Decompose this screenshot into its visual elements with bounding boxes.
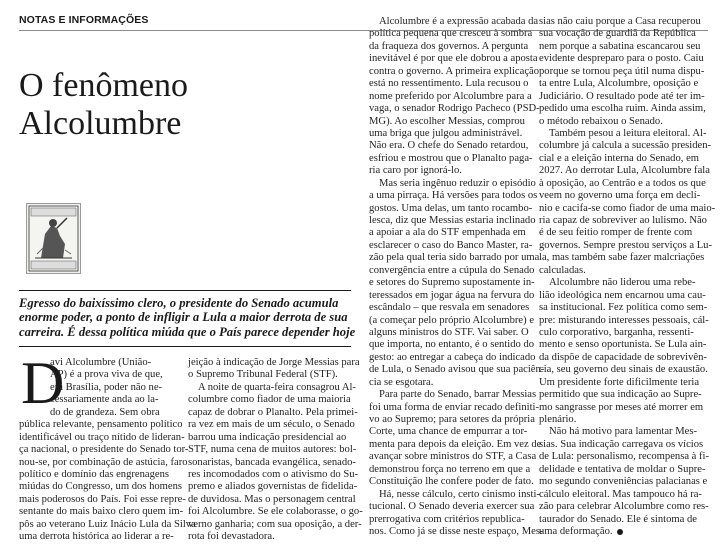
text-line: avançar sobre ministros do STF, a Casa [369,451,537,463]
text-line: veem no governo uma força em declí- [539,190,701,202]
text-line: columbre como fiador de uma maioria [188,394,351,406]
text-line: taurador do Senado. Ele é sintoma de [539,513,697,525]
text-line: escândalo – que resvala em senadores [369,302,530,314]
text-line: sentante do mais baixo clero quem im- [19,506,184,518]
text-line: identificável ou traço nítido de lideran- [19,431,185,443]
text-line: o Supremo Tribunal Federal (STF). [188,369,338,381]
text-line: cia, seu governo deu sinais de exaustão. [539,364,708,376]
text-line: alguns ministros do STF. Vai saber. O [369,326,529,338]
text-line: Alcolumbre não liderou uma rebe- [549,277,696,289]
text-line: Alcolumbre é a expressão acabada da [379,16,539,27]
text-line: Constituição lhe confere poder de fato. [369,476,534,488]
text-line: zão pela qual teria sido barrado por uma [369,252,540,264]
text-line: pôs ao veterano Luiz Inácio Lula da Silva [19,518,196,530]
text-line: de duvidosa. Mas o personagem central [188,493,356,505]
text-line: o método rebaixou o Senado. [539,115,663,127]
seal-engraving-icon [27,204,80,273]
text-line: cálculo eleitoral. Mas tampouco há ra- [539,488,702,500]
text-line: STF, numa cena de muitos autores: bol- [188,444,357,456]
text-line: lião ideológica nem encarnou uma cau- [539,289,706,301]
text-line: calculadas. [539,264,586,276]
text-line: em Brasília, poder não ne- [50,381,163,393]
text-line: cial e a eleição interna do Senado, em [539,152,700,164]
text-line: MG). Ao escolher Messias, comprou [369,115,525,127]
article-column-3 [369,16,544,538]
text-line: AP) é a prova viva de que, [50,369,163,381]
text-line: do de grandeza. Sem obra [50,406,160,418]
text-line: evidente despreparo para o posto. Caiu [539,53,704,65]
text-line: convergência entre a cúpula do Senado [369,264,535,276]
text-line: menta para depois da eleição. Em vez de [369,438,542,450]
text-line: nome preferido por Alcolumbre para a [369,90,532,102]
text-line: avi Alcolumbre (União- [50,357,152,368]
text-line: cessariamente anda ao la- [50,394,159,406]
text-line: de Lula: personalismo, recompensa à fi- [539,451,710,463]
text-line: nem porque a sabatina escancarou seu [539,40,701,52]
text-line: Um presidente forte dificilmente teria [539,376,700,388]
headline [19,67,349,143]
text-line: culo corporativo, barganha, ressenti- [539,326,694,338]
text-line: esclarecer o caso do Banco Master, ra- [369,239,533,251]
text-line: que importa, no entanto, é o sentido do [369,339,535,351]
text-line: Não era. O chefe do Senado retardou, [369,140,529,152]
text-line: política pequena que cresceu à sombra [369,28,533,40]
text-line: prerrogativa com critérios republica- [369,513,525,525]
text-line: cia se esgotara. [369,376,434,388]
text-line: mo segundo conveniências palacianas e [539,476,708,488]
text-line: Judiciário. O resultado pode até ter im- [539,90,705,102]
text-line: pública relevante, pensamento político [19,419,183,431]
text-line: da fraqueza dos governos. A pergunta [369,40,529,52]
deck-rule-bottom [19,346,351,347]
text-line: premo e aliados governistas de fidelida- [188,481,358,493]
text-line: lesca, diz que Messias estaria inclinado [369,215,536,226]
text-line: nos. Como já se disse neste espaço, Mes- [369,525,544,537]
text-line: demonstrou força no terreno em que a [369,463,531,475]
text-line: vaga, o senador Rodrigo Pacheco (PSD- [369,103,540,115]
text-line: ta entre Lula, Alcolumbre, oposição e [539,78,699,90]
article-column-4 [539,16,715,538]
text-line: a uma pirraça. Há versões para todos os [369,190,538,202]
text-line: está no ressentimento. Lula recusou o [369,78,529,90]
text-line: miúdas do Congresso, um dos homens [19,481,183,493]
text-line: gesto: ao entregar a cabeça do indicado [369,351,536,363]
text-line: gostos. Uma delas, um tanto rocambo- [369,202,533,214]
text-line: político e domínio das engrenagens [19,468,170,480]
text-line: plenário. [539,414,577,425]
text-line: porque se tornou peça útil numa dispu- [539,65,705,77]
text-line: Não há motivo para lamentar Mes- [549,426,697,438]
drop-cap: D [21,350,65,416]
text-line: Também pesou a leitura eleitoral. Al- [549,127,707,139]
text-line: é de seu feitio romper de frente com [539,227,693,239]
text-line: nou-se, por combinação de astúcia, faro [19,456,188,468]
text-line: capaz de dobrar o Planalto. Pela primei- [188,406,358,418]
deck-line: enorme poder, a ponto de infligir a Lula a maior derrota de sua [19,310,348,325]
text-line: da dispõe de capacidade de sobrevivên- [539,351,707,363]
text-line: contra o governo. A primeira explicação [369,65,540,77]
text-line: uma derrota histórica ao liderar a re- [19,531,174,543]
text-line: rota foi devastadora. [188,531,275,543]
text-line: delidade e tentativa de moldar o Supre- [539,463,706,475]
text-line: sias. Sua indicação carregava os vícios [539,438,704,450]
text-line: barrou uma indicação presidencial ao [188,431,347,443]
text-line: sua vocação de guardiã da República [539,28,696,40]
text-line: 2027. Ao derrotar Lula, Alcolumbre fala [539,165,710,177]
text-line: ria caro por ignorá-lo. [369,165,462,177]
text-line: a apoiar a ala do STF empenhada em [369,227,526,239]
text-line: ça nacional, o presidente do Senado tor- [19,444,189,456]
text-line: de Lula, o Senado avisou que sua paciên- [369,364,545,376]
text-line: governos. Sempre prestou serviços a Lu- [539,239,712,251]
deck-rule-top [19,290,351,291]
text-line: Corte, uma chance de empurrar a tor- [369,426,528,438]
text-line: teressados em jogar água na fervura do [369,289,535,301]
text-line: columbre já calcula a sucessão presiden- [539,140,712,152]
text-line: mo sangrasse por meses até morrer em [539,401,704,413]
text-line: res incomodados com o ativismo do Su- [188,468,359,480]
text-line: inevitável é por que ele dobrou a aposta [369,53,538,65]
text-line: verno ganharia; com sua oposição, a der- [188,518,362,530]
headline-line: O fenômeno [19,66,189,104]
text-line: mento e senso oportunista. Se Lula ain- [539,339,707,351]
text-line: ria capaz de sobreviver ao lulismo. Não [539,215,707,226]
text-line: permitido que sua indicação ao Supre- [539,389,702,401]
text-line: zão para celebrar Alcolumbre como res- [539,501,709,513]
section-label: NOTAS E INFORMAÇÕES [19,14,149,26]
end-of-article-mark [617,529,623,535]
text-line: à oposição, ao Centrão e a todos os que [539,177,706,189]
text-line: Mas seria ingênuo reduzir o episódio [379,177,536,189]
deck-line: carreira. É dessa política miúda que o País parece depender hoje [19,324,356,339]
text-line: la, mas também sabe fazer malcriações [539,252,705,264]
text-line: foi uma forma de enviar recado definiti- [369,401,540,413]
text-line: A noite de quarta-feira consagrou Al- [198,381,356,393]
deck-summary [19,296,359,339]
text-line: sa institucional. Fez política como sem- [539,302,708,314]
text-line: e setores do Supremo supostamente in- [369,277,535,289]
text-line: sias não caiu porque a Casa recuperou [539,16,701,27]
text-line: Há, nesse cálculo, certo cinismo insti- [379,488,540,500]
text-line: nio e cacifa-se como fiador de uma maio- [539,202,716,214]
newspaper-seal [26,203,81,274]
article-column-1 [19,357,196,544]
text-line: (a começar pelo próprio Alcolumbre) e [369,314,535,326]
text-line: foi Alcolumbre. Se ele colaborasse, o go- [188,506,363,518]
text-line: sonaristas, bancada evangélica, senado- [188,456,356,468]
text-line: ra vez em mais de um século, o Senado [188,419,355,431]
text-line: uma deformação. [539,526,715,538]
text-line: Para parte do Senado, barrar Messias [379,389,537,401]
deck-line: Egresso do baixíssimo clero, o presidente do Senado acumula [19,296,339,310]
text-line: jeição à indicação de Jorge Messias para [188,357,360,368]
article-column-2 [188,357,363,544]
headline-line: Alcolumbre [19,104,182,142]
text-line: esfriou e mostrou que o Planalto paga- [369,152,533,164]
text-line: pre: misturando interesses pessoais, cál- [539,314,709,326]
text-line: mais poderosos do País. Foi esse repre- [19,493,186,505]
text-line: vo ao Supremo; para setores da própria [369,414,535,425]
text-line: tucional. O Senado deveria exercer sua [369,501,535,513]
text-line: pedido uma escolha ruim. Ainda assim, [539,103,706,115]
text-line: uma briga que julgou administrável. [369,127,523,139]
